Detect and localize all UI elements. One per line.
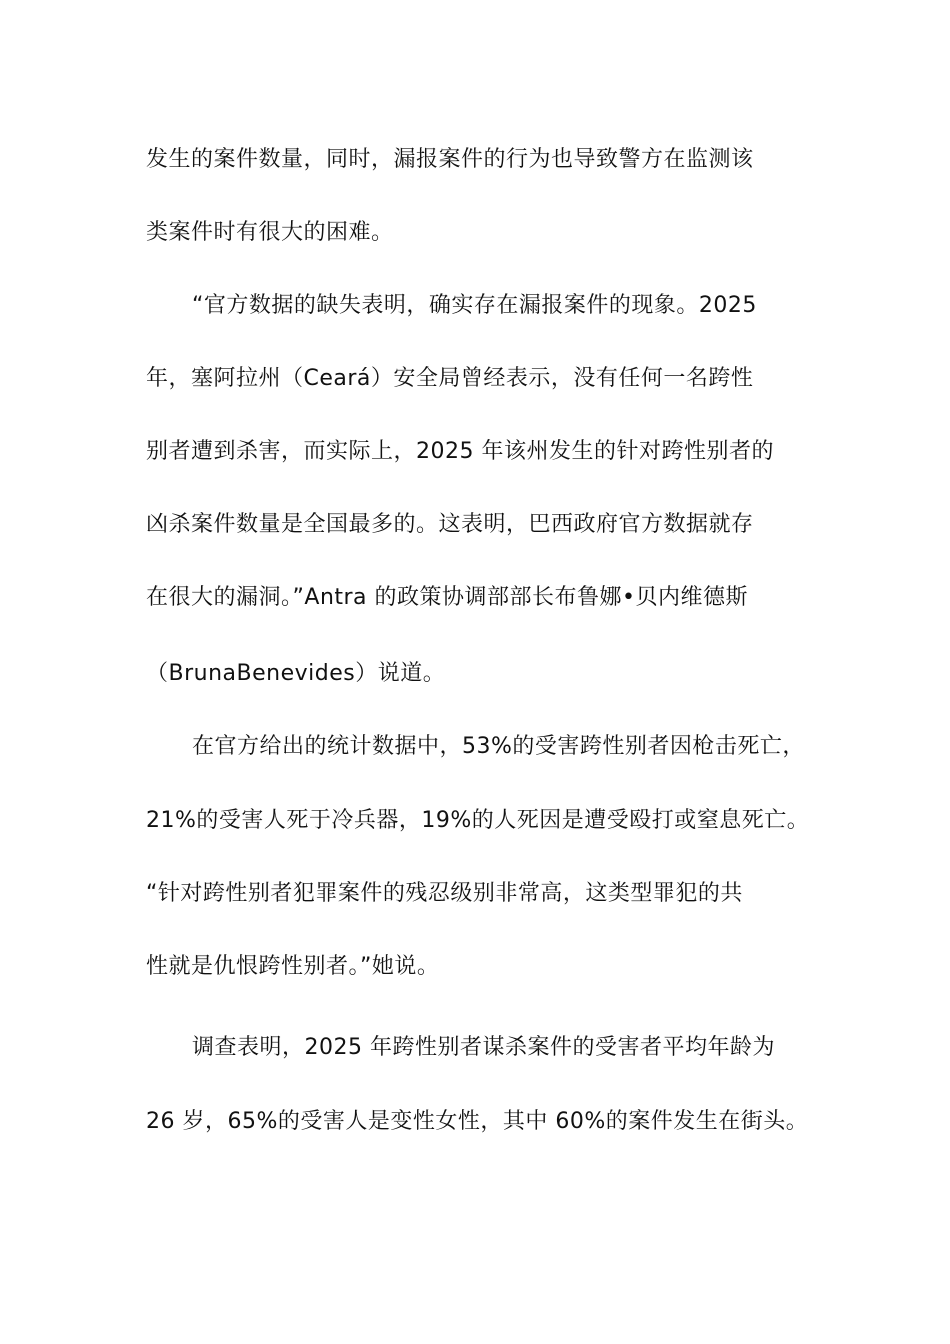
text-line: 别者遭到杀害，而实际上，2025 年该州发生的针对跨性别者的	[146, 439, 774, 464]
text-line: 21%的受害人死于冷兵器，19%的人死因是遭受殴打或窒息死亡。	[146, 808, 810, 833]
text-line: “针对跨性别者犯罪案件的残忍级别非常高，这类型罪犯的共	[146, 881, 743, 906]
text-line: 在很大的漏洞。”Antra 的政策协调部部长布鲁娜•贝内维德斯	[146, 585, 749, 610]
text-line: 凶杀案件数量是全国最多的。这表明，巴西政府官方数据就存	[146, 512, 754, 537]
text-line: 类案件时有很大的困难。	[146, 220, 394, 245]
text-line: 调查表明，2025 年跨性别者谋杀案件的受害者平均年龄为	[192, 1035, 775, 1060]
text-line: 在官方给出的统计数据中，53%的受害跨性别者因枪击死亡，	[192, 734, 805, 759]
text-line: 发生的案件数量，同时，漏报案件的行为也导致警方在监测该	[146, 147, 754, 172]
text-line: “官方数据的缺失表明，确实存在漏报案件的现象。2025	[192, 293, 757, 318]
text-line: 26 岁，65%的受害人是变性女性，其中 60%的案件发生在街头。	[146, 1109, 809, 1134]
text-line: （BrunaBenevides）说道。	[146, 661, 446, 686]
text-line: 年，塞阿拉州（Cearа́）安全局曾经表示，没有任何一名跨性	[146, 366, 754, 391]
text-line: 性就是仇恨跨性别者。”她说。	[146, 954, 440, 979]
